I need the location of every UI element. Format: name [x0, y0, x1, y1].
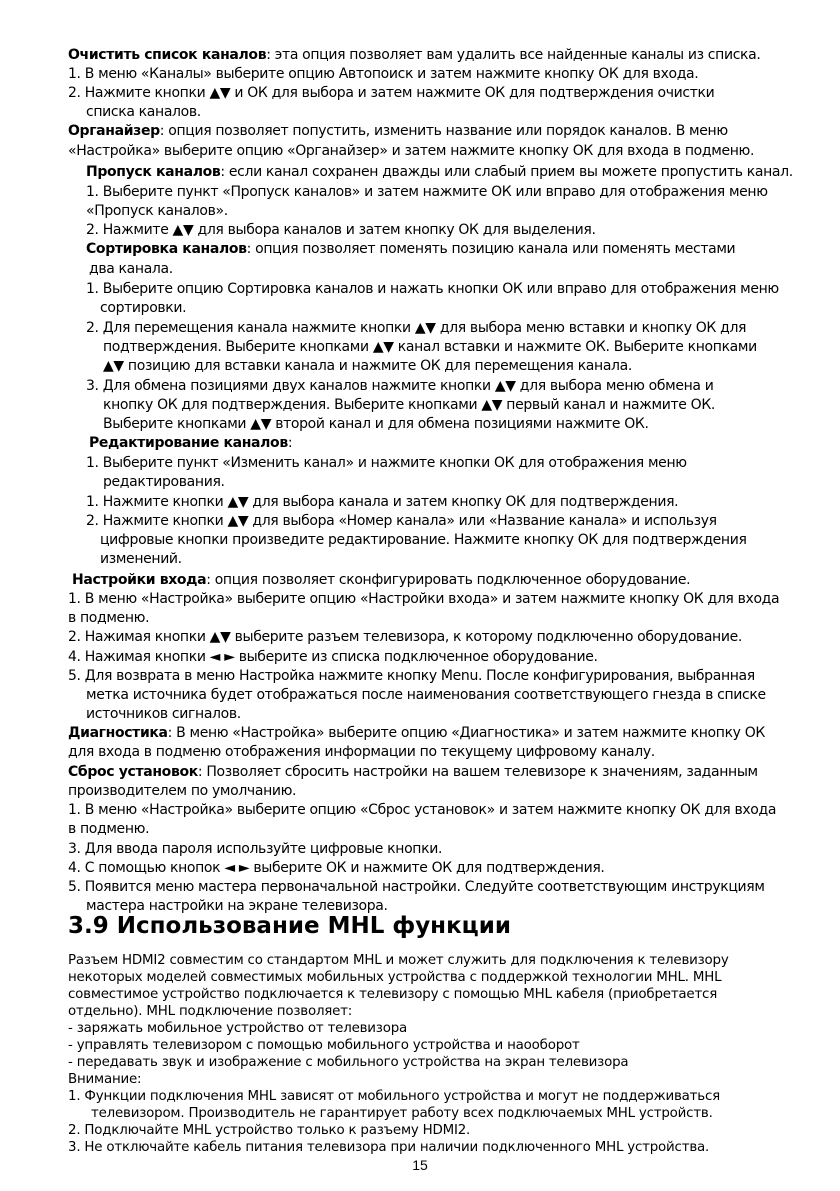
list-item: 3. Для обмена позициями двух каналов нажмите кнопки ▲▼ для выбора меню обмена и: [86, 378, 714, 394]
list-item: 4. Нажимая кнопки ◄ ► выберите из списка подключенное оборудование.: [68, 649, 598, 665]
mhl-text-line: совместимое устройство подключается к телевизору с помощью MHL кабеля (приобретается: [68, 987, 718, 1002]
paragraph-skip-channels: [86, 163, 793, 182]
text: :: [287, 435, 293, 451]
mhl-list-item: 3. Не отключайте кабель питания телевизора при наличии подключенного MHL устройства.: [68, 1140, 710, 1155]
term-diagnostics: Диагностика: [68, 725, 168, 741]
paragraph-organizer: [68, 122, 728, 141]
term-reset-settings: Сброс установок: [68, 764, 198, 780]
paragraph-diagnostics: [68, 724, 765, 743]
text: : В меню «Настройка» выберите опцию «Диагностика» и затем нажмите кнопку ОК: [167, 725, 765, 741]
list-item-continuation: мастера настройки на экране телевизора.: [86, 898, 388, 914]
term-input-settings: Настройки входа: [72, 572, 207, 588]
list-item: 1. В меню «Настройка» выберите опцию «Настройки входа» и затем нажмите кнопку ОК для входа: [68, 591, 780, 607]
text-line: два канала.: [89, 261, 173, 277]
list-item-continuation: ▲▼ позицию для вставки канала и нажмите ОК для перемещения канала.: [103, 358, 632, 374]
term-clear-channel-list: Очистить список каналов: [68, 47, 267, 63]
text: : опция позволяет попустить, изменить название или порядок каналов. В меню: [159, 123, 728, 139]
text: : если канал сохранен дважды или слабый прием вы можете пропустить канал.: [220, 164, 793, 180]
list-item: 2. Нажимая кнопки ▲▼ выберите разъем телевизора, к которому подключенно оборудование.: [68, 629, 742, 645]
list-item-continuation: метка источника будет отображаться после наименования соответствующего гнезда в списке: [86, 687, 766, 703]
mhl-list-item: 2. Подключайте MHL устройство только к разъему HDMI2.: [68, 1123, 471, 1138]
term-organizer: Органайзер: [68, 123, 160, 139]
mhl-list-item: - управлять телевизором с помощью мобильного устройства и наооборот: [68, 1038, 580, 1053]
mhl-text-line: отдельно). MHL подключение позволяет:: [68, 1004, 353, 1019]
list-item: 1. Выберите пункт «Пропуск каналов» и затем нажмите ОК или вправо для отображения меню: [86, 184, 768, 200]
text: : эта опция позволяет вам удалить все найденные каналы из списка.: [266, 47, 761, 63]
list-item-continuation: источников сигналов.: [86, 706, 241, 722]
list-item-continuation: цифровые кнопки произведите редактирование. Нажмите кнопку ОК для подтверждения: [100, 532, 747, 548]
list-item: 5. Появится меню мастера первоначальной настройки. Следуйте соответствующим инструкциям: [68, 879, 765, 895]
paragraph-clear-channel-list: [68, 46, 761, 65]
list-item: 5. Для возврата в меню Настройка нажмите кнопку Menu. После конфигурирования, выбранная: [68, 668, 755, 684]
list-item-continuation: списка каналов.: [86, 104, 201, 120]
list-item: 1. Выберите опцию Сортировка каналов и нажать кнопки ОК или вправо для отображения меню: [86, 281, 779, 297]
list-item: 2. Нажмите кнопки ▲▼ для выбора «Номер канала» или «Название канала» и используя: [86, 513, 717, 529]
list-item-continuation: «Пропуск каналов».: [86, 203, 228, 219]
mhl-text-line: некоторых моделей совместимых мобильных устройства с поддержкой технологии MHL. MHL: [68, 970, 722, 985]
list-item: 1. В меню «Настройка» выберите опцию «Сброс установок» и затем нажмите кнопку ОК для входа: [68, 802, 777, 818]
paragraph-reset-settings: [68, 763, 758, 782]
text-line: «Настройка» выберите опцию «Органайзер» и затем нажмите кнопку ОК для входа в подменю.: [68, 143, 755, 159]
text-line: производителем по умолчанию.: [68, 783, 297, 799]
mhl-attention-label: Внимание:: [68, 1072, 142, 1087]
section-heading: 3.9 Использование MHL функции: [68, 913, 511, 939]
list-item-continuation: подтверждения. Выберите кнопками ▲▼ канал вставки и нажмите ОК. Выберите кнопками: [103, 339, 757, 355]
mhl-list-item: - заряжать мобильное устройство от телевизора: [68, 1021, 408, 1036]
term-sort-channels: Сортировка каналов: [86, 241, 247, 257]
text: : Позволяет сбросить настройки на вашем телевизоре к значениям, заданным: [197, 764, 758, 780]
page-number: 15: [412, 1157, 428, 1173]
list-item: 2. Нажмите ▲▼ для выбора каналов и затем кнопку ОК для выделения.: [86, 222, 596, 238]
paragraph-sort-channels: [86, 240, 735, 259]
list-item: 2. Для перемещения канала нажмите кнопки ▲▼ для выбора меню вставки и кнопку ОК для: [86, 320, 747, 336]
list-item-continuation: в подменю.: [68, 610, 150, 626]
mhl-list-item: - передавать звук и изображение с мобильного устройства на экран телевизора: [68, 1055, 629, 1070]
paragraph-input-settings: [72, 571, 690, 590]
list-item-continuation: сортировки.: [100, 300, 187, 316]
list-item-continuation: в подменю.: [68, 821, 150, 837]
mhl-text-line: Разъем HDMI2 совместим со стандартом MHL и может служить для подключения к телевизору: [68, 953, 729, 968]
list-item: 3. Для ввода пароля используйте цифровые кнопки.: [68, 841, 443, 857]
text: : опция позволяет поменять позицию канала или поменять местами: [246, 241, 736, 257]
mhl-list-item: 1. Функции подключения MHL зависят от мобильного устройства и могут не поддерживаться: [68, 1089, 720, 1104]
text-line: для входа в подменю отображения информации по текущему цифровому каналу.: [68, 744, 655, 760]
list-item: 1. В меню «Каналы» выберите опцию Автопоиск и затем нажмите кнопку ОК для входа.: [68, 66, 699, 82]
list-item-continuation: редактирования.: [103, 474, 225, 490]
term-skip-channels: Пропуск каналов: [86, 164, 221, 180]
list-item: 4. С помощью кнопок ◄ ► выберите ОК и нажмите ОК для подтверждения.: [68, 860, 605, 876]
list-item-continuation: изменений.: [100, 551, 182, 567]
list-item-continuation: кнопку ОК для подтверждения. Выберите кнопками ▲▼ первый канал и нажмите ОК.: [103, 397, 716, 413]
mhl-list-item-continuation: телевизором. Производитель не гарантирует работу всех подключаемых MHL устройств.: [91, 1106, 713, 1121]
list-item: 1. Выберите пункт «Изменить канал» и нажмите кнопки ОК для отображения меню: [86, 455, 687, 471]
term-edit-channels: Редактирование каналов: [89, 435, 288, 451]
list-item-continuation: Выберите кнопками ▲▼ второй канал и для обмена позициями нажмите ОК.: [103, 416, 649, 432]
list-item: 2. Нажмите кнопки ▲▼ и ОК для выбора и затем нажмите ОК для подтверждения очистки: [68, 85, 715, 101]
list-item: 1. Нажмите кнопки ▲▼ для выбора канала и затем кнопку ОК для подтверждения.: [86, 494, 679, 510]
text: : опция позволяет сконфигурировать подключенное оборудование.: [206, 572, 691, 588]
paragraph-edit-channels: [89, 434, 292, 453]
